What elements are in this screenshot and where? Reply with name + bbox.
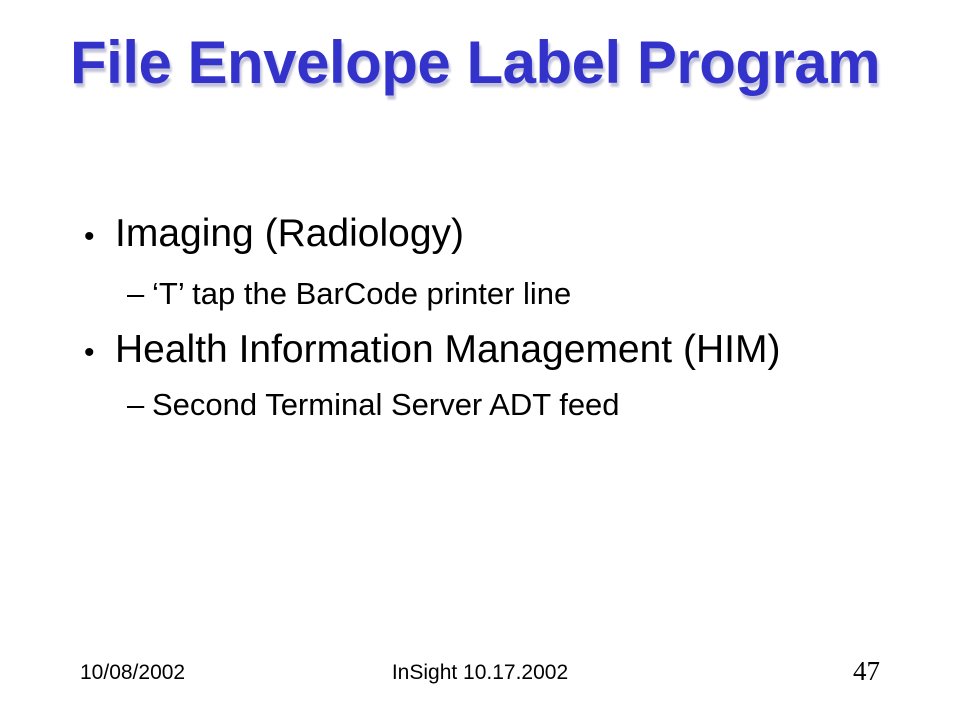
sub-bullet-text: Second Terminal Server ADT feed (152, 387, 620, 422)
bullet-text: Health Information Management (HIM) (115, 328, 781, 371)
bullet-text: Imaging (Radiology) (115, 212, 465, 255)
bullet-item (84, 212, 464, 257)
slide-title: File Envelope Label Program (70, 29, 881, 96)
footer-date: 10/08/2002 (80, 661, 186, 684)
sub-bullet-text: ‘T’ tap the BarCode printer line (152, 276, 572, 311)
bullet-item (84, 328, 780, 373)
dash-icon: – (127, 387, 145, 422)
footer-center-text: InSight 10.17.2002 (391, 661, 569, 684)
page-number: 47 (853, 656, 880, 686)
sub-bullet-item (127, 387, 620, 423)
bullet-icon: • (84, 336, 95, 369)
bullet-icon: • (84, 220, 95, 253)
dash-icon: – (127, 276, 145, 311)
sub-bullet-item (127, 276, 571, 312)
